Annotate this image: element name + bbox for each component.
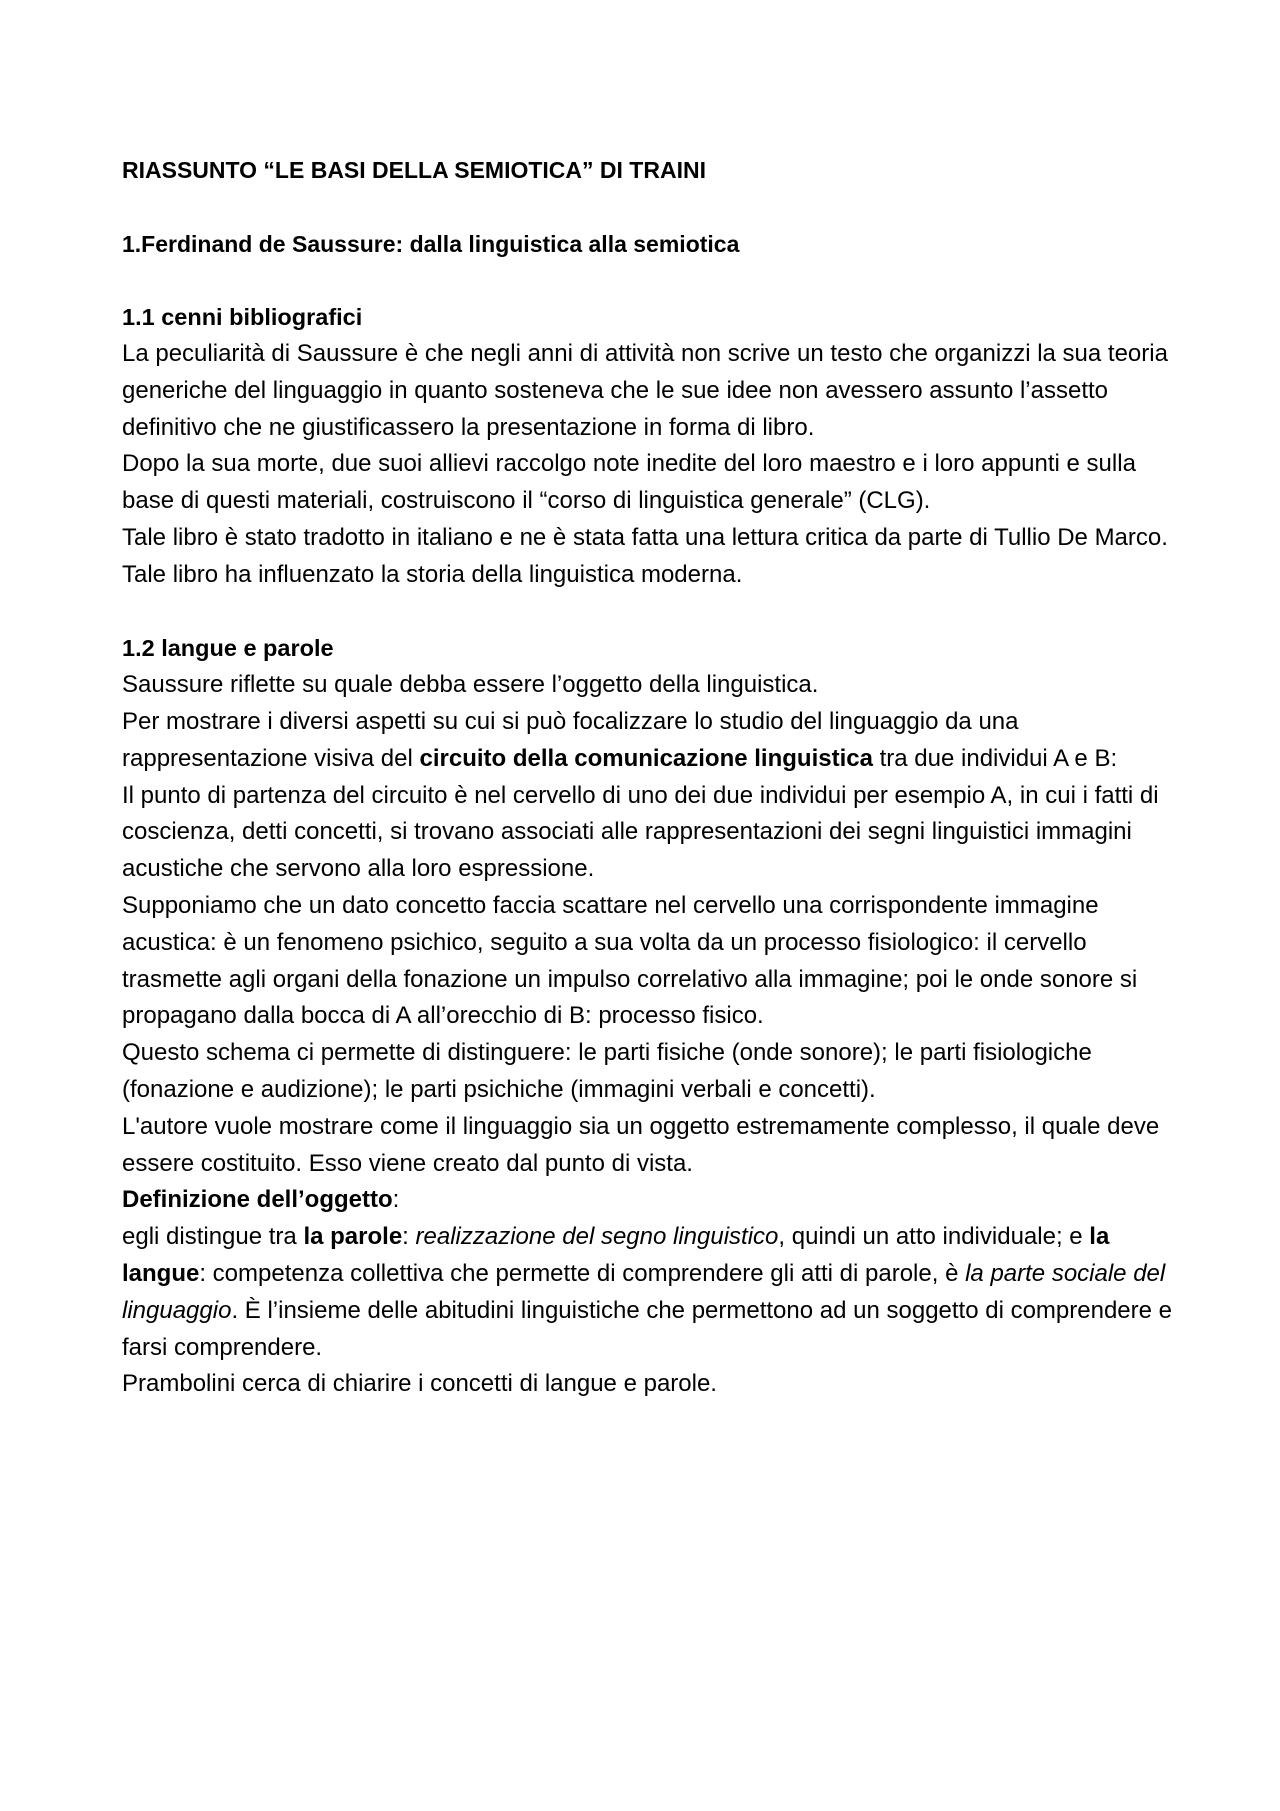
paragraph (122, 1219, 1172, 1366)
chapter-title: 1.Ferdinand de Saussure: dalla linguistica alla semiotica (122, 230, 740, 257)
paragraph: Tale libro è stato tradotto in italiano e ne è stata fatta una lettura critica da parte di Tullio De Marco. (122, 523, 1168, 551)
text-run: , quindi un atto individuale; e (778, 1223, 1090, 1251)
paragraph: Dopo la sua morte, due suoi allievi raccolgo note inedite del loro maestro e i loro appunti e sulla base di questi materiali, costruiscono il “corso di linguistica generale” (CLG). (122, 450, 1136, 515)
text-run: : (402, 1223, 416, 1251)
paragraph: Saussure riflette su quale debba essere l’oggetto della linguistica. (122, 671, 819, 699)
paragraph (122, 1182, 1172, 1219)
text-run: . È l’insieme delle abitudini linguistiche che permettono ad un soggetto di comprendere e farsi comprendere. (122, 1296, 1173, 1361)
paragraph (122, 704, 1172, 778)
bold-term-parole: la parole (303, 1223, 403, 1251)
document-page (122, 152, 1172, 1403)
section-heading-cenni: 1.1 cenni bibliografici (122, 304, 363, 331)
paragraph: La peculiarità di Saussure è che negli anni di attività non scrive un testo che organizzi la sua teoria generiche del linguaggio in quanto sosteneva che le sue idee non avessero assunto l’assetto definitivo che ne giustificassero la presentazione in forma di libro. (122, 339, 1168, 441)
section-heading-langue-parole: 1.2 langue e parole (122, 635, 334, 662)
paragraph: L'autore vuole mostrare come il linguaggio sia un oggetto estremamente complesso, il quale deve essere costituito. Esso viene creato dal punto di vista. (122, 1112, 1160, 1177)
bold-term-definizione: Definizione dell’oggetto (122, 1186, 393, 1214)
paragraph: Prambolini cerca di chiarire i concetti di langue e parole. (122, 1370, 717, 1398)
document-title: RIASSUNTO “LE BASI DELLA SEMIOTICA” DI TRAINI (122, 157, 706, 183)
paragraph: Tale libro ha influenzato la storia della linguistica moderna. (122, 560, 743, 588)
text-run: tra due individui A e B: (872, 744, 1118, 772)
bold-term-circuito: circuito della comunicazione linguistica (419, 744, 873, 772)
italic-definition-langue: la parte sociale del linguaggio (122, 1259, 1166, 1324)
bold-term-langue: la langue (122, 1223, 1110, 1287)
paragraph: Il punto di partenza del circuito è nel cervello di uno dei due individui per esempio A, in cui i fatti di coscienza, detti concetti, si trovano associati alle rappresentazioni dei segni linguistici immagini acustiche che servono alla loro espressione. (122, 781, 1159, 883)
text-run: Per mostrare i diversi aspetti su cui si può focalizzare lo studio del linguaggio da una rappresentazione visiva del (122, 707, 1019, 772)
italic-definition-parole: realizzazione del segno linguistico (415, 1223, 779, 1251)
paragraph: Supponiamo che un dato concetto faccia scattare nel cervello una corrispondente immagine acustica: è un fenomeno psichico, seguito a sua volta da un processo fisiologico: il cervello trasmette agli organi della fonazione un impulso correlativo alla immagine; poi le onde sonore si propagano dalla bocca di A all’orecchio di B: processo fisico. (122, 891, 1138, 1030)
text-run: : (392, 1186, 400, 1214)
text-run: : competenza collettiva che permette di comprendere gli atti di parole, è (199, 1259, 966, 1287)
text-run: egli distingue tra (122, 1223, 304, 1251)
paragraph: Questo schema ci permette di distinguere: le parti fisiche (onde sonore); le parti fisiologiche (fonazione e audizione); le parti psichiche (immagini verbali e concetti). (122, 1039, 1092, 1103)
